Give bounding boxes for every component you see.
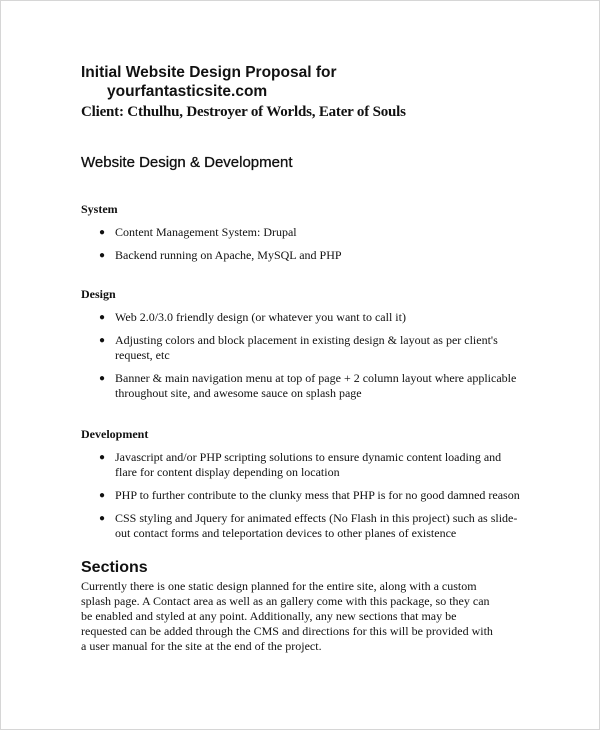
bullet-icon: ● (99, 513, 106, 524)
list-item: ● Adjusting colors and block placement in existing design & layout as per client's request, etc (99, 333, 498, 362)
bullet-icon: ● (99, 490, 106, 501)
client-line: Client: Cthulhu, Destroyer of Worlds, Eater of Souls (81, 104, 406, 120)
main-section-heading: Website Design & Development (81, 154, 293, 171)
list-item: ● Content Management System: Drupal (99, 225, 297, 239)
document-content (81, 63, 521, 654)
system-list (81, 225, 521, 263)
bullet-icon: ● (99, 452, 106, 463)
design-list (81, 310, 521, 401)
list-item: ● Banner & main navigation menu at top of page + 2 column layout where applicable throughout site, and awesome sauce on splash page (99, 371, 517, 400)
list-item: ● CSS styling and Jquery for animated effects (No Flash in this project) such as slide-out contact forms and teleportation devices to other planes of existence (99, 511, 518, 540)
bullet-icon: ● (99, 335, 106, 346)
bullet-icon: ● (99, 373, 106, 384)
bullet-icon: ● (99, 250, 106, 261)
bullet-icon: ● (99, 227, 106, 238)
bullet-icon: ● (99, 312, 106, 323)
list-item: ● Backend running on Apache, MySQL and PHP (99, 248, 342, 262)
title-line-2: yourfantasticsite.com (107, 83, 268, 100)
title-line-1: Initial Website Design Proposal for (81, 64, 337, 81)
sections-heading: Sections (81, 559, 148, 576)
development-heading: Development (81, 427, 149, 441)
list-item: ● Web 2.0/3.0 friendly design (or whatever you want to call it) (99, 310, 406, 324)
list-item: ● PHP to further contribute to the clunky mess that PHP is for no good damned reason (99, 488, 520, 502)
sections-paragraph: Currently there is one static design planned for the entire site, along with a custom splash page. A Contact area as well as an gallery come with this package, so they can be enabled and styled at any point. Additionally, any new sections that may be requested can be added through the CMS and directions for this will be provided with a user manual for the site at the end of the project. (81, 579, 493, 653)
design-heading: Design (81, 287, 116, 301)
document-title (81, 63, 521, 101)
development-list (81, 450, 521, 541)
system-heading: System (81, 202, 118, 216)
list-item: ● Javascript and/or PHP scripting solutions to ensure dynamic content loading and flare for content display depending on location (99, 450, 502, 479)
